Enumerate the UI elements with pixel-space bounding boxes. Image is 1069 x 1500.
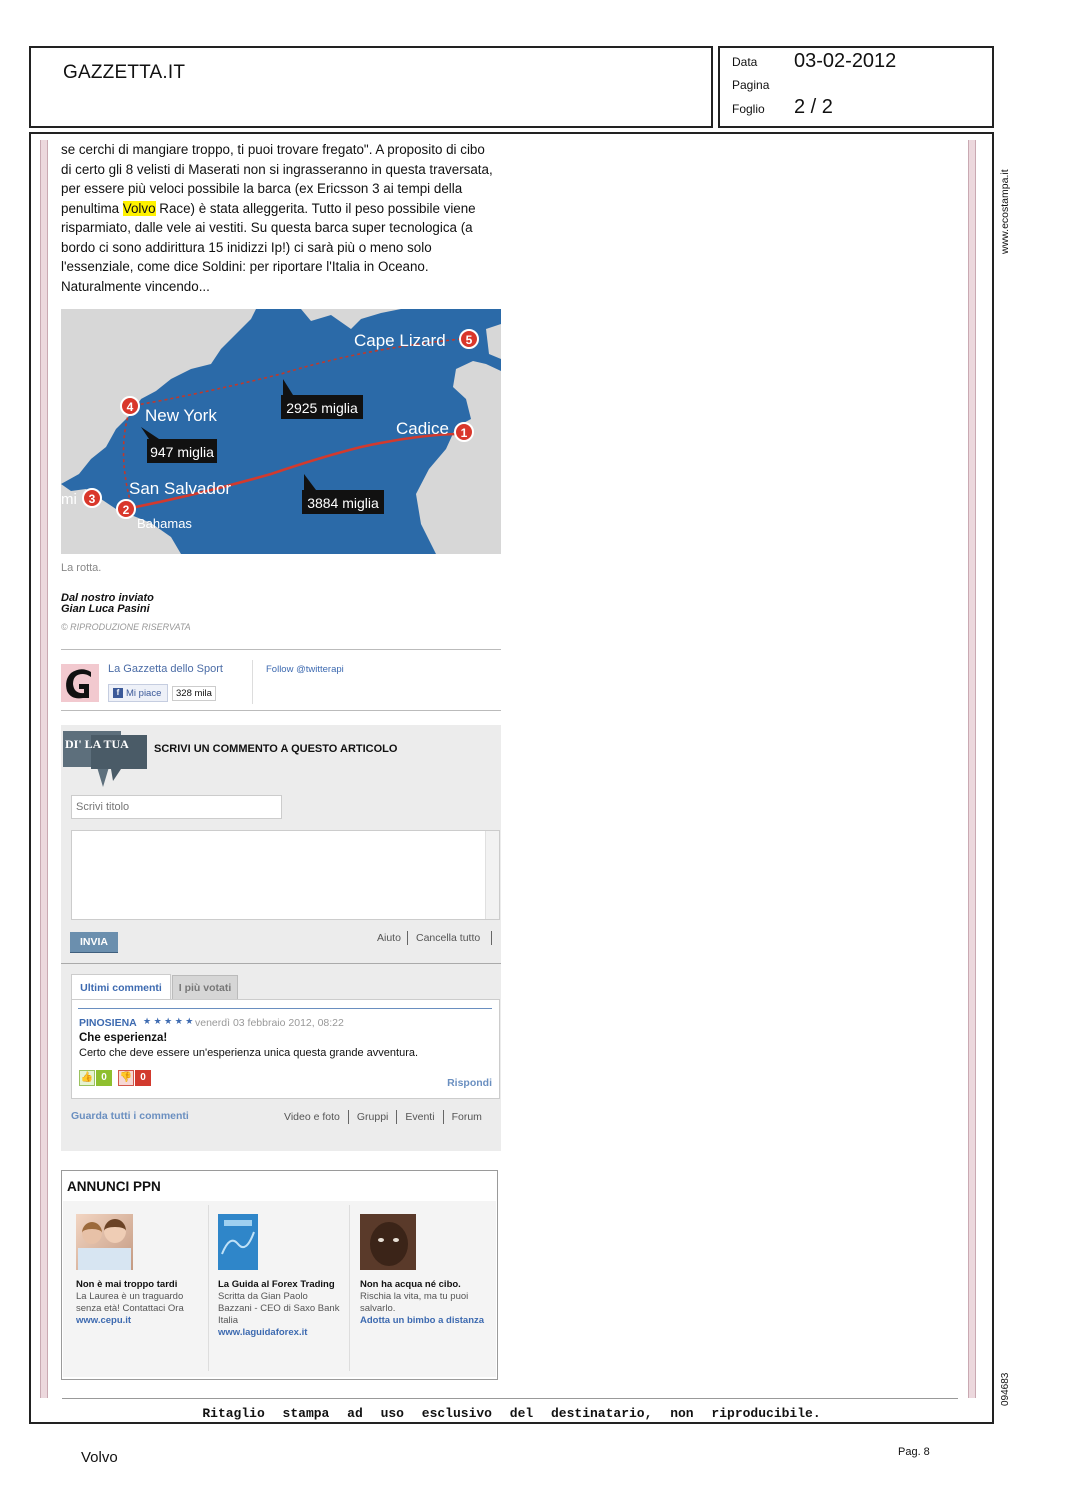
view-all-comments-link[interactable]: Guarda tutti i commenti bbox=[71, 1110, 189, 1122]
article-line: penultima Volvo Race) è stata alleggerita. Tutto il peso possibile viene bbox=[61, 200, 476, 216]
ads-box bbox=[61, 1170, 498, 1380]
header-title-box bbox=[29, 46, 713, 128]
comment-date: venerdì 03 febbraio 2012, 08:22 bbox=[195, 1017, 344, 1029]
side-url bbox=[996, 146, 1012, 256]
label-cadice: Cadice bbox=[396, 419, 449, 438]
marker-2 bbox=[117, 500, 135, 518]
video-foto-link[interactable]: Video e foto bbox=[284, 1111, 340, 1123]
svg-text:2925 miglia: 2925 miglia bbox=[286, 400, 358, 416]
marker-4 bbox=[121, 397, 139, 415]
frame-bottom-rule bbox=[29, 1422, 994, 1424]
comment-item bbox=[71, 999, 500, 1099]
ad-link[interactable]: Adotta un bimbo a distanza bbox=[360, 1315, 485, 1326]
side-code bbox=[996, 1368, 1012, 1408]
ad-item bbox=[76, 1279, 201, 1327]
article-line: bordo ci sono addirittura 15 inidizzi Ip!) ci sarà più o meno solo bbox=[61, 239, 432, 255]
upvote-count: 0 bbox=[96, 1070, 112, 1086]
byline bbox=[61, 593, 154, 615]
site-title: GAZZETTA.IT bbox=[63, 62, 186, 83]
textarea-scrollbar[interactable] bbox=[485, 831, 499, 919]
reply-link[interactable]: Rispondi bbox=[447, 1077, 492, 1089]
comment-body: Certo che deve essere un'esperienza unica questa grande avventura. bbox=[79, 1047, 419, 1059]
label-cape-lizard: Cape Lizard bbox=[354, 331, 446, 350]
svg-text:2: 2 bbox=[122, 503, 130, 517]
star-rating: ★ ★ ★ ★ ★ bbox=[143, 1016, 194, 1026]
comment-section bbox=[61, 725, 501, 1151]
divider bbox=[62, 1398, 958, 1399]
gazzetta-logo-icon bbox=[61, 664, 99, 702]
label-bahamas: Bahamas bbox=[137, 516, 192, 531]
comment-textarea[interactable] bbox=[71, 830, 500, 920]
label-new-york: New York bbox=[145, 406, 217, 425]
article-line: Naturalmente vincendo... bbox=[61, 278, 210, 294]
marker-1 bbox=[455, 423, 473, 441]
like-label: Mi piace bbox=[126, 687, 162, 699]
comment-author[interactable]: PINOSIENA bbox=[79, 1017, 137, 1029]
ads-grid bbox=[63, 1201, 496, 1377]
comment-heading: SCRIVI UN COMMENTO A QUESTO ARTICOLO bbox=[154, 743, 398, 755]
svg-text:947 miglia: 947 miglia bbox=[150, 444, 214, 460]
marker-3 bbox=[83, 489, 101, 507]
svg-text:4: 4 bbox=[126, 400, 134, 414]
divider bbox=[208, 1205, 209, 1371]
send-button[interactable]: INVIA bbox=[70, 932, 118, 952]
ad-title[interactable]: Non è mai troppo tardi bbox=[76, 1279, 178, 1290]
ad-photo-child[interactable] bbox=[360, 1214, 416, 1270]
right-margin-strip bbox=[968, 140, 976, 1398]
route-map-graphic bbox=[61, 309, 501, 554]
ad-description: Scritta da Gian Paolo Bazzani - CEO di Saxo Bank Italia bbox=[218, 1291, 340, 1326]
divider bbox=[252, 660, 253, 704]
divider bbox=[407, 931, 408, 945]
svg-text:www.ecostampa.it: www.ecostampa.it bbox=[999, 169, 1011, 254]
map-caption: La rotta. bbox=[61, 562, 102, 574]
label-miami: mi bbox=[61, 491, 77, 508]
divider bbox=[491, 931, 492, 945]
pagina-label: Pagina bbox=[732, 78, 770, 92]
clear-all-link[interactable]: Cancella tutto bbox=[416, 932, 481, 944]
data-value: 03-02-2012 bbox=[794, 50, 897, 72]
gruppi-link[interactable]: Gruppi bbox=[356, 1111, 389, 1123]
community-links bbox=[284, 1110, 482, 1124]
dila-tua-badge: DI' LA TUA bbox=[65, 737, 129, 751]
svg-text:094683: 094683 bbox=[1000, 1372, 1011, 1406]
twitter-follow-link[interactable]: Follow @twitterapi bbox=[266, 664, 344, 675]
eventi-link[interactable]: Eventi bbox=[405, 1111, 435, 1123]
foglio-value: 2 / 2 bbox=[794, 96, 833, 118]
reproduction-notice: Ritaglio stampa ad uso esclusivo del destinatario, non riproducibile. bbox=[202, 1406, 821, 1421]
page-number: Pag. 8 bbox=[898, 1446, 930, 1458]
highlighted-keyword: Volvo bbox=[122, 200, 156, 216]
ad-item bbox=[218, 1279, 343, 1339]
divider bbox=[61, 649, 501, 650]
data-label: Data bbox=[732, 55, 758, 69]
copyright-notice: © RIPRODUZIONE RISERVATA bbox=[61, 622, 191, 632]
divider bbox=[78, 1008, 492, 1009]
byline-author: Gian Luca Pasini bbox=[61, 603, 150, 615]
article-line: l'essenziale, come dice Soldini: per riportare l'Italia in Oceano. bbox=[61, 259, 429, 274]
left-margin-strip bbox=[40, 140, 48, 1398]
forum-link[interactable]: Forum bbox=[451, 1111, 482, 1123]
svg-text:5: 5 bbox=[465, 333, 473, 347]
ad-photo-students[interactable] bbox=[76, 1214, 133, 1270]
keyword-label: Volvo bbox=[81, 1449, 118, 1466]
ad-description: Rischia la vita, ma tu puoi salvarlo. bbox=[360, 1291, 469, 1314]
article-body bbox=[61, 140, 505, 296]
svg-text:3884 miglia: 3884 miglia bbox=[307, 495, 379, 511]
ad-link[interactable]: www.laguidaforex.it bbox=[218, 1327, 308, 1338]
svg-text:1: 1 bbox=[460, 426, 468, 440]
comment-title: Che esperienza! bbox=[79, 1032, 168, 1044]
ads-heading: ANNUNCI PPN bbox=[67, 1179, 161, 1194]
svg-text:3: 3 bbox=[88, 492, 96, 506]
thumbs-down-icon[interactable]: 👎 bbox=[118, 1070, 134, 1086]
route-map bbox=[61, 309, 501, 554]
ad-item bbox=[360, 1279, 485, 1327]
byline-line: Dal nostro inviato bbox=[61, 592, 154, 604]
facebook-icon: f bbox=[113, 688, 123, 698]
article-line: se cerchi di mangiare troppo, ti puoi trovare fregato". A proposito di cibo bbox=[61, 142, 485, 157]
tab-latest-comments[interactable]: Ultimi commenti bbox=[71, 974, 171, 1000]
divider bbox=[349, 1205, 350, 1371]
facebook-page-link[interactable]: La Gazzetta dello Sport bbox=[108, 663, 223, 675]
ad-title[interactable]: Non ha acqua né cibo. bbox=[360, 1279, 461, 1290]
foglio-label: Foglio bbox=[732, 102, 765, 116]
comment-title-input[interactable] bbox=[71, 795, 282, 819]
ad-link[interactable]: www.cepu.it bbox=[76, 1315, 132, 1326]
ad-description: La Laurea è un traguardo senza età! Contattaci Ora bbox=[76, 1291, 184, 1314]
article-line: di certo gli 8 velisti di Maserati non si ingrasseranno in questa traversata, bbox=[61, 161, 493, 177]
thumbs-up-icon[interactable]: 👍 bbox=[79, 1070, 95, 1086]
tab-most-voted[interactable]: I più votati bbox=[172, 975, 238, 1000]
ad-forex-book-cover[interactable] bbox=[218, 1214, 258, 1270]
ad-title[interactable]: La Guida al Forex Trading bbox=[218, 1279, 335, 1290]
marker-5 bbox=[460, 330, 478, 348]
divider bbox=[61, 963, 501, 964]
header-meta-box bbox=[718, 46, 994, 128]
help-link[interactable]: Aiuto bbox=[377, 932, 401, 944]
label-san-salvador: San Salvador bbox=[129, 479, 232, 498]
downvote-count: 0 bbox=[135, 1070, 151, 1086]
like-button[interactable] bbox=[108, 684, 168, 702]
divider bbox=[61, 710, 501, 711]
like-count: 328 mila bbox=[172, 686, 216, 701]
article-line: risparmiato, dalle vele ai vestiti. Su questa barca super tecnologica (a bbox=[61, 220, 473, 235]
article-line: per essere più veloci possibile la barca (ex Ericsson 3 ai tempi della bbox=[61, 181, 463, 196]
